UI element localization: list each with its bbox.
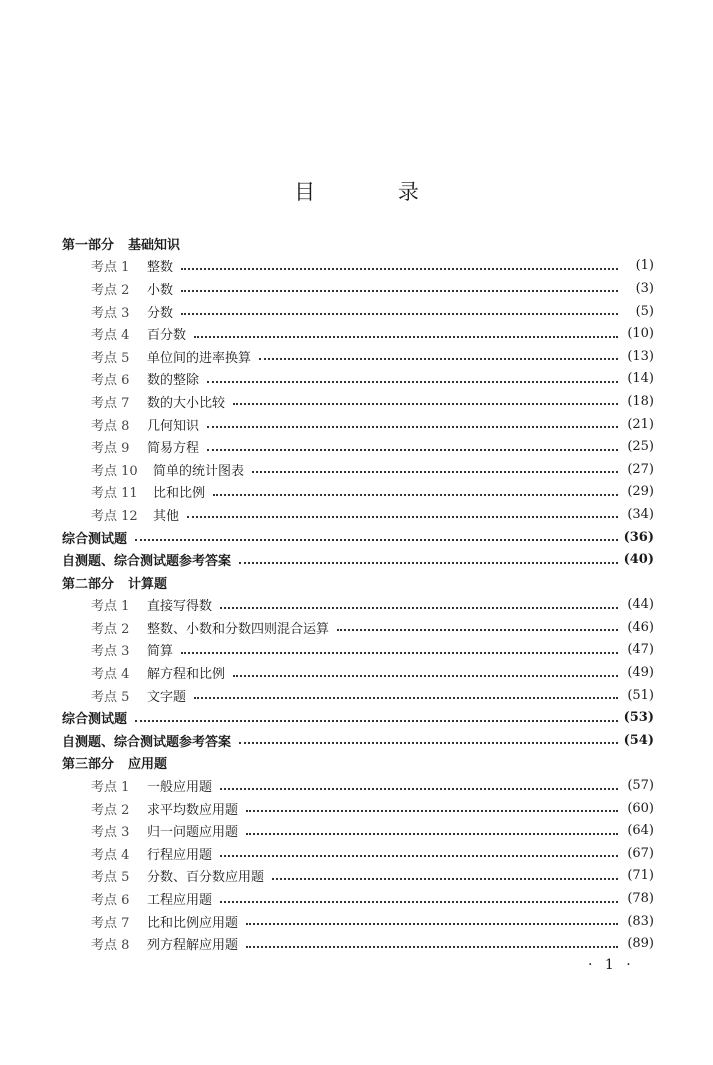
entry-page: (78) xyxy=(627,891,654,907)
entry-topic: 整数 xyxy=(147,260,174,276)
entry-topic: 求平均数应用题 xyxy=(147,802,239,818)
entry-page: (83) xyxy=(627,913,654,929)
dot-leader xyxy=(239,740,618,744)
entry-page: (60) xyxy=(627,800,654,816)
entry-topic: 比和比例应用题 xyxy=(147,915,239,931)
dot-leader xyxy=(187,514,618,518)
entry-topic: 整数、小数和分数四则混合运算 xyxy=(147,621,330,637)
entry-topic: 综合测试题 xyxy=(62,531,128,547)
toc-entry[interactable] xyxy=(62,910,654,933)
entry-topic: 小数 xyxy=(147,282,174,298)
page-number: · 1 · xyxy=(588,957,635,973)
toc-entry[interactable] xyxy=(62,277,654,300)
toc-entry-answers[interactable] xyxy=(62,548,654,571)
entry-point-label: 考点 4 xyxy=(91,847,130,863)
entry-topic: 单位间的进率换算 xyxy=(147,350,252,366)
section-title: 应用题 xyxy=(128,757,168,773)
dot-leader xyxy=(220,786,618,790)
entry-point-label: 考点 8 xyxy=(91,418,130,434)
toc-entry[interactable] xyxy=(62,345,654,368)
toc-entry[interactable] xyxy=(62,503,654,526)
entry-point-label: 考点 2 xyxy=(91,621,130,637)
entry-topic: 列方程解应用题 xyxy=(147,938,239,954)
dot-leader xyxy=(220,899,618,903)
dot-leader xyxy=(207,424,618,428)
dot-leader xyxy=(233,401,618,405)
section-heading-part1[interactable] xyxy=(62,232,654,255)
toc-entry-answers[interactable] xyxy=(62,729,654,752)
page-title: 目 录 xyxy=(294,180,457,204)
entry-page: (47) xyxy=(627,642,654,658)
entry-page: (21) xyxy=(627,416,654,432)
dot-leader xyxy=(337,627,618,631)
toc-entry[interactable] xyxy=(62,458,654,481)
entry-page: (89) xyxy=(627,936,654,952)
entry-point-label: 考点 1 xyxy=(91,599,130,615)
toc-entry[interactable] xyxy=(62,819,654,842)
section-heading-part3[interactable] xyxy=(62,752,654,775)
toc-entry[interactable] xyxy=(62,594,654,617)
dot-leader xyxy=(259,356,618,360)
section-title: 计算题 xyxy=(128,576,168,592)
dot-leader xyxy=(220,605,618,609)
toc-entry[interactable] xyxy=(62,616,654,639)
entry-point-label: 考点 1 xyxy=(91,260,130,276)
dot-leader xyxy=(194,334,618,338)
entry-topic: 分数 xyxy=(147,305,174,321)
table-of-contents xyxy=(62,232,654,955)
entry-topic: 简易方程 xyxy=(147,441,200,457)
toc-entry-test[interactable] xyxy=(62,526,654,549)
toc-entry[interactable] xyxy=(62,639,654,662)
entry-point-label: 考点 1 xyxy=(91,780,130,796)
entry-point-label: 考点 5 xyxy=(91,689,130,705)
toc-entry[interactable] xyxy=(62,842,654,865)
toc-entry[interactable] xyxy=(62,413,654,436)
entry-topic: 数的整除 xyxy=(147,373,200,389)
dot-leader xyxy=(213,492,618,496)
dot-leader xyxy=(239,560,618,564)
entry-point-label: 考点 2 xyxy=(91,282,130,298)
entry-topic: 百分数 xyxy=(147,328,187,344)
entry-topic: 一般应用题 xyxy=(147,780,213,796)
entry-topic: 工程应用题 xyxy=(147,893,213,909)
entry-topic: 直接写得数 xyxy=(147,599,213,615)
dot-leader xyxy=(220,853,618,857)
entry-point-label: 考点 3 xyxy=(91,305,130,321)
entry-point-label: 考点 3 xyxy=(91,825,130,841)
toc-entry[interactable] xyxy=(62,774,654,797)
dot-leader xyxy=(207,379,618,383)
toc-entry[interactable] xyxy=(62,865,654,888)
toc-entry[interactable] xyxy=(62,322,654,345)
toc-entry[interactable] xyxy=(62,932,654,955)
entry-page: (27) xyxy=(627,461,654,477)
entry-point-label: 考点 10 xyxy=(91,463,138,479)
entry-topic: 自测题、综合测试题参考答案 xyxy=(62,734,232,750)
toc-entry[interactable] xyxy=(62,661,654,684)
entry-topic: 几何知识 xyxy=(147,418,200,434)
entry-point-label: 考点 4 xyxy=(91,328,130,344)
toc-entry[interactable] xyxy=(62,684,654,707)
entry-topic: 比和比例 xyxy=(153,486,206,502)
entry-page: (53) xyxy=(623,710,654,726)
toc-entry[interactable] xyxy=(62,797,654,820)
toc-entry[interactable] xyxy=(62,255,654,278)
dot-leader xyxy=(181,288,618,292)
entry-page: (40) xyxy=(623,552,654,568)
toc-entry[interactable] xyxy=(62,887,654,910)
section-title: 基础知识 xyxy=(128,237,181,253)
entry-point-label: 考点 2 xyxy=(91,802,130,818)
dot-leader xyxy=(207,447,618,451)
entry-page: (13) xyxy=(627,348,654,364)
dot-leader xyxy=(135,718,618,722)
entry-topic: 解方程和比例 xyxy=(147,667,226,683)
entry-page: (54) xyxy=(623,732,654,748)
entry-point-label: 考点 7 xyxy=(91,395,130,411)
dot-leader xyxy=(246,944,618,948)
entry-page: (57) xyxy=(627,778,654,794)
entry-point-label: 考点 12 xyxy=(91,508,138,524)
entry-point-label: 考点 6 xyxy=(91,893,130,909)
dot-leader xyxy=(272,876,618,880)
section-heading-part2[interactable] xyxy=(62,571,654,594)
toc-entry[interactable] xyxy=(62,481,654,504)
entry-page: (18) xyxy=(627,393,654,409)
entry-page: (67) xyxy=(627,845,654,861)
dot-leader xyxy=(246,808,618,812)
entry-point-label: 考点 8 xyxy=(91,938,130,954)
dot-leader xyxy=(181,311,618,315)
entry-topic: 文字题 xyxy=(147,689,187,705)
toc-entry[interactable] xyxy=(62,368,654,391)
entry-page: (36) xyxy=(623,529,654,545)
entry-page: (10) xyxy=(627,326,654,342)
entry-page: (71) xyxy=(627,868,654,884)
entry-topic: 简单的统计图表 xyxy=(153,463,245,479)
entry-point-label: 考点 4 xyxy=(91,667,130,683)
toc-entry[interactable] xyxy=(62,435,654,458)
entry-point-label: 考点 6 xyxy=(91,373,130,389)
dot-leader xyxy=(233,673,618,677)
entry-topic: 其他 xyxy=(153,508,180,524)
dot-leader xyxy=(194,695,618,699)
toc-entry-test[interactable] xyxy=(62,706,654,729)
section-number: 第二部分 xyxy=(62,576,115,592)
entry-page: (64) xyxy=(627,823,654,839)
entry-page: (46) xyxy=(627,619,654,635)
entry-page: (14) xyxy=(627,371,654,387)
entry-point-label: 考点 9 xyxy=(91,441,130,457)
section-number: 第三部分 xyxy=(62,757,115,773)
entry-point-label: 考点 5 xyxy=(91,350,130,366)
dot-leader xyxy=(181,650,618,654)
section-number: 第一部分 xyxy=(62,237,115,253)
toc-entry[interactable] xyxy=(62,300,654,323)
entry-page: (34) xyxy=(627,506,654,522)
entry-page: (5) xyxy=(635,303,654,319)
entry-page: (44) xyxy=(627,597,654,613)
entry-topic: 分数、百分数应用题 xyxy=(147,870,265,886)
entry-page: (1) xyxy=(635,258,654,274)
entry-point-label: 考点 11 xyxy=(91,486,138,502)
entry-topic: 简算 xyxy=(147,644,174,660)
toc-entry[interactable] xyxy=(62,390,654,413)
entry-topic: 综合测试题 xyxy=(62,712,128,728)
dot-leader xyxy=(252,469,618,473)
entry-topic: 归一问题应用题 xyxy=(147,825,239,841)
dot-leader xyxy=(246,831,618,835)
entry-page: (3) xyxy=(635,280,654,296)
entry-page: (25) xyxy=(627,439,654,455)
entry-page: (51) xyxy=(627,687,654,703)
entry-topic: 自测题、综合测试题参考答案 xyxy=(62,554,232,570)
entry-page: (49) xyxy=(627,665,654,681)
entry-topic: 行程应用题 xyxy=(147,847,213,863)
entry-page: (29) xyxy=(627,484,654,500)
entry-point-label: 考点 7 xyxy=(91,915,130,931)
dot-leader xyxy=(181,266,618,270)
dot-leader xyxy=(246,921,618,925)
entry-topic: 数的大小比较 xyxy=(147,395,226,411)
entry-point-label: 考点 5 xyxy=(91,870,130,886)
entry-point-label: 考点 3 xyxy=(91,644,130,660)
dot-leader xyxy=(135,537,618,541)
